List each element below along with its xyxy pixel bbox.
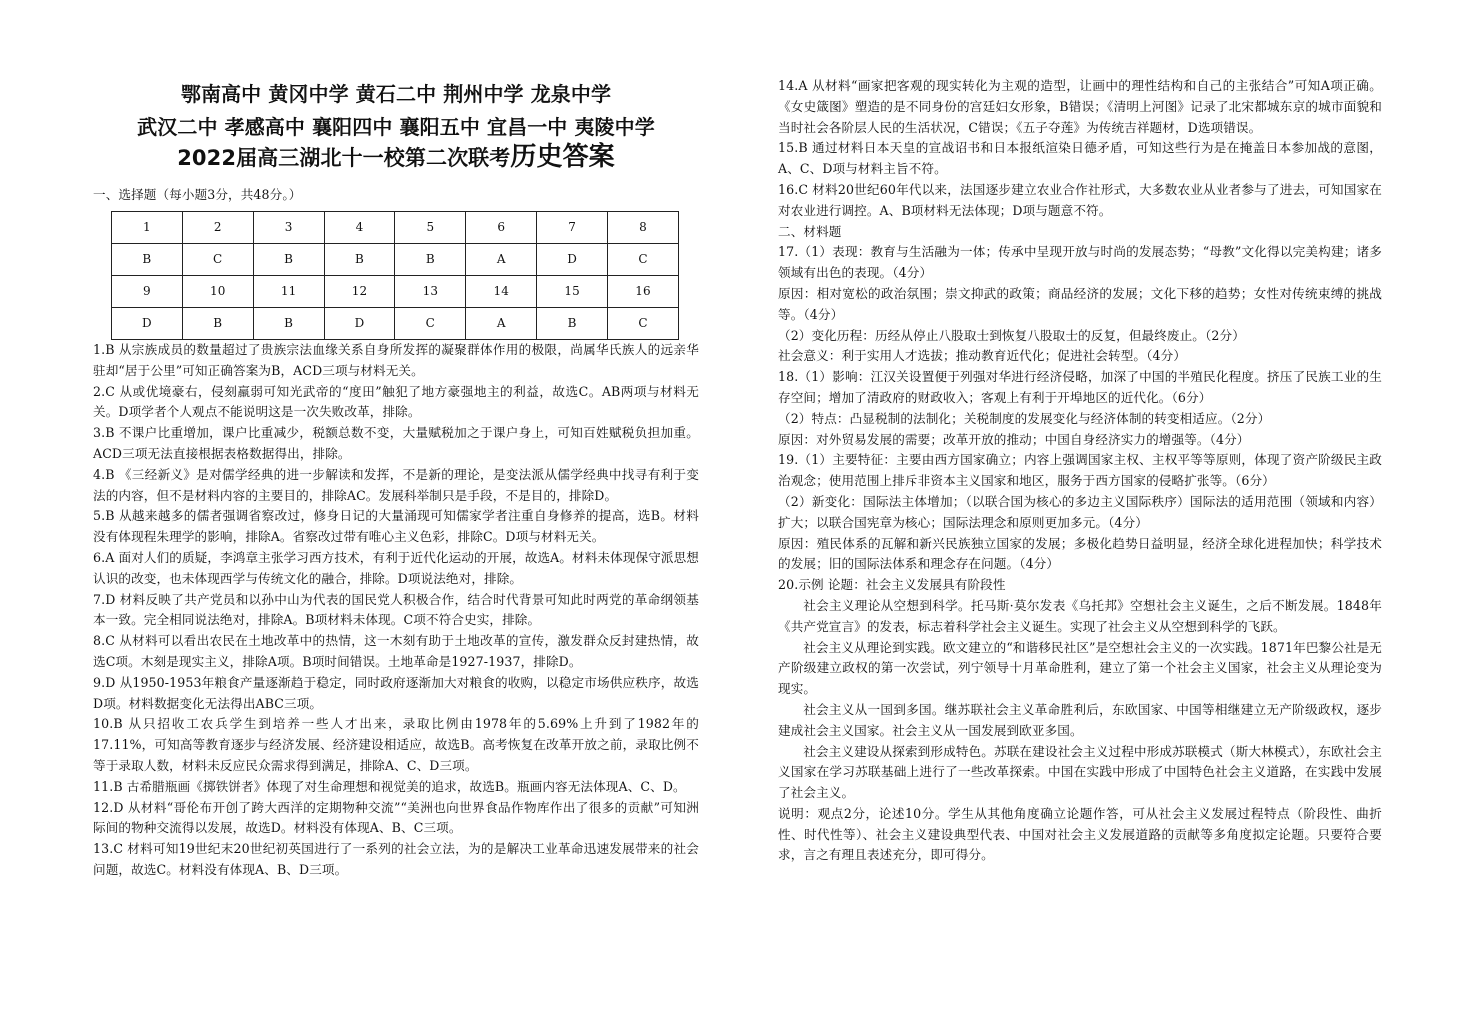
material-answer-paragraph: （2）新变化：国际法主体增加；（以联合国为核心的多边主义国际秩序）国际法的适用范围（领域和内容）扩大；以联合国宪章为核心；国际法理念和原则更加多元。（4分） bbox=[778, 493, 1382, 530]
material-answer-paragraph: 17.（1）表现：教育与生活融为一体；传承中呈现开放与时尚的发展态势；“母教”文化得以完美构建；诸多领域有出色的表现。（4分） bbox=[778, 244, 1382, 281]
question-number-row bbox=[112, 276, 679, 308]
question-number-cell: 2 bbox=[182, 212, 253, 244]
answer-cell: D bbox=[537, 244, 608, 276]
answer-cell: B bbox=[253, 308, 324, 340]
answer-cell: D bbox=[112, 308, 183, 340]
question-number-cell: 6 bbox=[466, 212, 537, 244]
explanation-9: 9.D 从1950-1953年粮食产量逐渐趋于稳定，同时政府逐渐加大对粮食的收购，以稳定市场供应秩序，故选D项。材料数据变化无法得出ABC三项。 bbox=[93, 674, 699, 711]
question-number-cell: 9 bbox=[112, 276, 183, 308]
answer-cell: A bbox=[466, 244, 537, 276]
answer-cell: C bbox=[608, 308, 679, 340]
question-number-cell: 10 bbox=[182, 276, 253, 308]
answer-cell: B bbox=[537, 308, 608, 340]
material-answer-paragraph: 原因：对外贸易发展的需要；改革开放的推动；中国自身经济实力的增强等。（4分） bbox=[778, 431, 1250, 447]
answer-row bbox=[112, 244, 679, 276]
answer-cell: B bbox=[324, 244, 395, 276]
answer-cell: C bbox=[182, 244, 253, 276]
essay-paragraph: 社会主义从一国到多国。继苏联社会主义革命胜利后，东欧国家、中国等相继建立无产阶级政权，逐步建成社会主义国家。社会主义从一国发展到欧亚多国。 bbox=[778, 701, 1382, 738]
answer-cell: B bbox=[395, 244, 466, 276]
essay-paragraph: 社会主义建设从探索到形成特色。苏联在建设社会主义过程中形成苏联模式（斯大林模式），东欧社会主义国家在学习苏联基础上进行了一些改革探索。中国在实践中形成了中国特色社会主义道路，在实践中发展了社会主义。 bbox=[778, 743, 1382, 801]
material-answer-paragraph: 19.（1）主要特征：主要由西方国家确立；内容上强调国家主权、主权平等等原则，体现了资产阶级民主政治观念；使用范围上排斥非资本主义国家和地区，服务于西方国家的侵略扩张等。（6分） bbox=[778, 452, 1382, 489]
explanation-8: 8.C 从材料可以看出农民在土地改革中的热情，这一木刻有助于土地改革的宣传，激发群众反封建热情，故选C项。木刻是现实主义，排除A项。B项时间错误。土地革命是1927-1937，排除D。 bbox=[93, 633, 699, 669]
material-answer-paragraph: 社会意义：利于实用人才选拔；推动教育近代化；促进社会转型。（4分） bbox=[778, 348, 1187, 364]
question-number-cell: 3 bbox=[253, 212, 324, 244]
question-number-cell: 12 bbox=[324, 276, 395, 308]
material-answer-paragraph: 18.（1）影响：江汉关设置便于列强对华进行经济侵略，加深了中国的半殖民化程度。挤压了民族工业的生存空间；增加了清政府的财政收入；客观上有利于开埠地区的近代化。（6分） bbox=[778, 369, 1382, 405]
explanation-13: 13.C 材料可知19世纪末20世纪初英国进行了一系列的社会立法，为的是解决工业革命迅速发展带来的社会问题，故选C。材料没有体现A、B、D三项。 bbox=[93, 841, 699, 877]
explanation-14: 14.A 从材料“画家把客观的现实转化为主观的造型，让画中的理性结构和自己的主张结合”可知A项正确。《女史箴图》塑造的是不同身份的宫廷妇女形象，B错误；《清明上河图》记录了北宋都城东京的城市面貌和当时社会各阶层人民的生活状况，C错误；《五子夺莲》为传统吉祥题材，D选项错误。 bbox=[778, 78, 1382, 135]
explanation-5: 5.B 从越来越多的儒者强调省察改过，修身日记的大量涌现可知儒家学者注重自身修养的提高，选B。材料没有体现程朱理学的影响，排除A。省察改过带有唯心主义色彩，排除C。D项与材料无关。 bbox=[93, 508, 699, 545]
answer-cell: C bbox=[395, 308, 466, 340]
explanation-2: 2.C 从或优境豪右，侵刻羸弱可知光武帝的“度田”触犯了地方豪强地主的利益，故选C。AB两项与材料无关。D项学者个人观点不能说明这是一次失败改革，排除。 bbox=[93, 383, 699, 420]
question-number-cell: 15 bbox=[537, 276, 608, 308]
right-column bbox=[778, 76, 1382, 866]
header-schools-line-1: 鄂南高中 黄冈中学 黄石二中 荆州中学 龙泉中学 bbox=[180, 82, 612, 106]
question-number-cell: 7 bbox=[537, 212, 608, 244]
question-number-cell: 14 bbox=[466, 276, 537, 308]
document-title bbox=[93, 142, 699, 172]
explanation-6: 6.A 面对人们的质疑，李鸿章主张学习西方技术，有利于近代化运动的开展，故选A。材料未体现保守派思想认识的改变，也未体现西学与传统文化的融合，排除。D项说法绝对，排除。 bbox=[93, 549, 699, 586]
section-1-heading: 一、选择题（每小题3分，共48分。） bbox=[93, 187, 302, 202]
grading-note: 说明：观点2分，论述10分。学生从其他角度确立论题作答，可从社会主义发展过程特点（阶段性、曲折性、时代性等）、社会主义建设典型代表、中国对社会主义发展道路的贡献等多角度拟定论题。只要符合要求，言之有理且表述充分，即可得分。 bbox=[778, 805, 1382, 863]
question-number-cell: 4 bbox=[324, 212, 395, 244]
question-number-cell: 11 bbox=[253, 276, 324, 308]
explanation-12: 12.D 从材料“哥伦布开创了跨大西洋的定期物种交流”“美洲也向世界食品作物库作出了很多的贡献”可知洲际间的物种交流得以发展，故选D。材料没有体现A、B、C三项。 bbox=[93, 799, 699, 836]
question-number-cell: 16 bbox=[608, 276, 679, 308]
answer-row bbox=[112, 308, 679, 340]
title-exam-name: 2022届高三湖北十一校第二次联考 bbox=[177, 146, 511, 170]
answer-cell: D bbox=[324, 308, 395, 340]
question-number-cell: 1 bbox=[112, 212, 183, 244]
answer-cell: C bbox=[608, 244, 679, 276]
answer-cell: B bbox=[253, 244, 324, 276]
explanation-10: 10.B 从只招收工农兵学生到培养一些人才出来，录取比例由1978年的5.69%上升到了1982年的17.11%，可知高等教育逐步与经济发展、经济建设相适应，故选B。高考恢复在改革开放之前，录取比例不等于录取人数，材料未反应民众需求得到满足，排除A、C、D三项。 bbox=[93, 716, 699, 773]
answer-cell: B bbox=[112, 244, 183, 276]
essay-paragraph: 社会主义理论从空想到科学。托马斯·莫尔发表《乌托邦》空想社会主义诞生，之后不断发展。1848年《共产党宣言》的发表，标志着科学社会主义诞生。实现了社会主义从空想到科学的飞跃。 bbox=[778, 597, 1382, 634]
material-answer-paragraph: 20.示例 论题：社会主义发展具有阶段性 bbox=[778, 577, 1006, 593]
header-schools-line-2: 武汉二中 孝感高中 襄阳四中 襄阳五中 宜昌一中 夷陵中学 bbox=[137, 115, 655, 139]
section-2-heading: 二、材料题 bbox=[778, 223, 842, 239]
explanation-4: 4.B 《三经新义》是对儒学经典的进一步解读和发挥，不是新的理论，是变法派从儒学经典中找寻有利于变法的内容，但不是材料内容的主要目的，排除AC。发展科举制只是手段，不是目的，排除D。 bbox=[93, 466, 699, 503]
material-answer-paragraph: 原因：殖民体系的瓦解和新兴民族独立国家的发展；多极化趋势日益明显，经济全球化进程加快；科学技术的发展；旧的国际法体系和理念存在问题。（4分） bbox=[778, 535, 1382, 572]
question-number-cell: 5 bbox=[395, 212, 466, 244]
explanation-16: 16.C 材料20世纪60年代以来，法国逐步建立农业合作社形式，大多数农业从业者参与了进去，可知国家在对农业进行调控。A、B项材料无法体现；D项与题意不符。 bbox=[778, 181, 1382, 218]
choice-explanations bbox=[93, 340, 699, 881]
essay-paragraph: 社会主义从理论到实践。欧文建立的“和谐移民社区”是空想社会主义的一次实践。1871年巴黎公社是无产阶级建立政权的第一次尝试，列宁领导十月革命胜利，建立了第一个社会主义国家，社会主义从理论变为现实。 bbox=[778, 639, 1382, 697]
material-answer-paragraph: 原因：相对宽松的政治氛围；崇文抑武的政策；商品经济的发展；文化下移的趋势；女性对传统束缚的挑战等。（4分） bbox=[778, 285, 1382, 322]
material-answer-paragraph: （2）变化历程：历经从停止八股取士到恢复八股取士的反复，但最终废止。（2分） bbox=[778, 327, 1245, 343]
answer-cell: B bbox=[182, 308, 253, 340]
material-answer-paragraph: （2）特点：凸显税制的法制化；关税制度的发展变化与经济体制的转变相适应。（2分） bbox=[778, 410, 1271, 426]
explanation-1: 1.B 从宗族成员的数量超过了贵族宗法血缘关系自身所发挥的凝聚群体作用的极限，尚属华氏族人的远亲华驻却“居于公里”可知正确答案为B，ACD三项与材料无关。 bbox=[93, 342, 699, 378]
question-number-cell: 13 bbox=[395, 276, 466, 308]
title-subject: 历史答案 bbox=[510, 142, 615, 172]
answer-cell: A bbox=[466, 308, 537, 340]
question-number-cell: 8 bbox=[608, 212, 679, 244]
question-number-row bbox=[112, 212, 679, 244]
explanation-7: 7.D 材料反映了共产党员和以孙中山为代表的国民党人积极合作，结合时代背景可知此时两党的革命纲领基本一致。完全相同说法绝对，排除A。B项材料未体现。C项不符合史实，排除。 bbox=[93, 591, 699, 628]
answer-key-table bbox=[111, 211, 679, 340]
explanation-3: 3.B 不课户比重增加，课户比重减少，税额总数不变，大量赋税加之于课户身上，可知百姓赋税负担加重。ACD三项无法直接根据表格数据得出，排除。 bbox=[93, 425, 699, 461]
explanation-11: 11.B 古希腊瓶画《掷铁饼者》体现了对生命理想和视觉美的追求，故选B。瓶画内容无法体现A、C、D。 bbox=[93, 778, 686, 794]
explanation-15: 15.B 通过材料日本天皇的宣战诏书和日本报纸渲染日德矛盾，可知这些行为是在掩盖日本参加战的意图，A、C、D项与材料主旨不符。 bbox=[778, 140, 1382, 177]
